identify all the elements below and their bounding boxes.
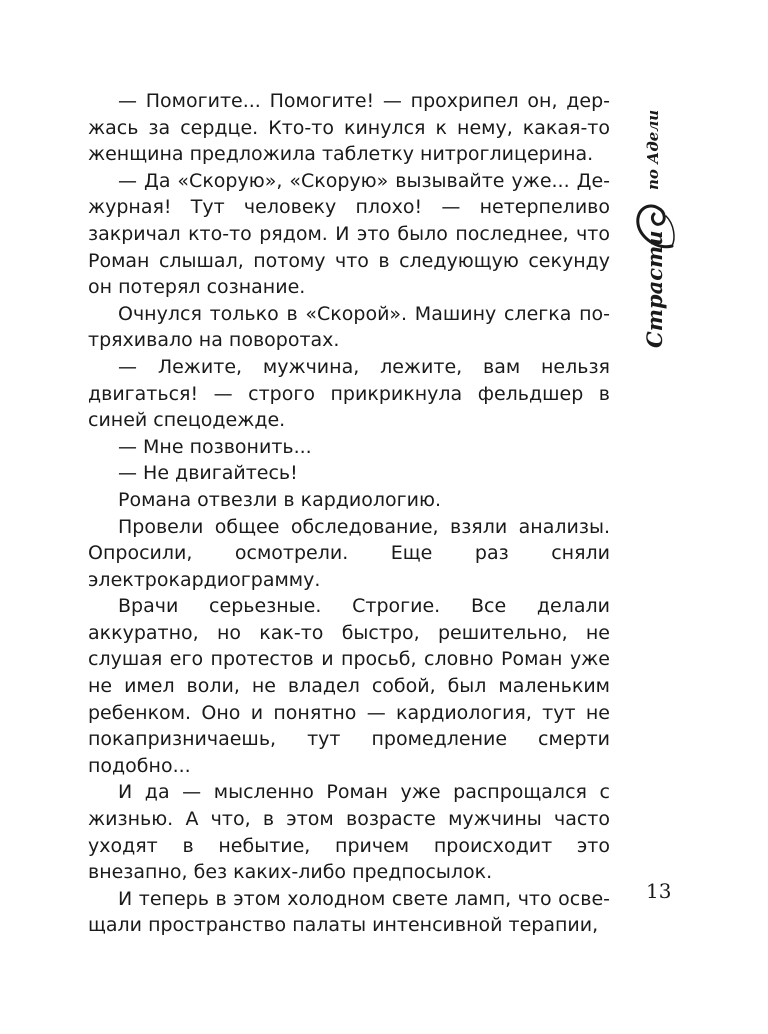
paragraph: — Да «Скорую», «Скорую» вызывайте уже... Дежурная! Тут человеку плохо! — нетерпеливо закричал кто-то рядом. И это было последнее, что Роман слышал, потому что в следующую секунду он потерял сознание. xyxy=(88,169,610,299)
running-head-part2: по Адели xyxy=(644,109,662,190)
paragraph: Провели общее обследование, взяли анализы. Опросили, осмотрели. Еще раз сняли электрокардиограмму. xyxy=(88,515,610,591)
paragraph: Романа отвезли в кардиологию. xyxy=(118,488,442,511)
paragraph: Очнулся только в «Скорой». Машину слегка потряхивало на поворотах. xyxy=(88,302,610,352)
paragraph: Врачи серьезные. Строгие. Все делали аккуратно, но как-то быстро, решительно, не слушая его протестов и просьб, словно Роман уже не имел воли, не владел собой, был маленьким ребенком. Оно и понятно — кардиология, тут не покапризничаешь, тут промедление смерти подобно... xyxy=(88,595,610,777)
paragraph: — Мне позвонить... xyxy=(118,435,312,458)
paragraph: — Помогите... Помогите! — прохрипел он, держась за сердце. Кто-то кинулся к нему, какая-то женщина предложила таблетку нитроглицерина. xyxy=(88,90,610,166)
paragraph: И да — мысленно Роман уже распрощался с жизнью. А что, в этом возрасте мужчины часто уходят в небытие, причем происходит это внезапно, без каких-либо предпосылок. xyxy=(88,781,610,884)
paragraph: — Не двигайтесь! xyxy=(118,462,298,485)
body-text xyxy=(88,88,610,939)
running-head xyxy=(628,98,680,350)
paragraph: И теперь в этом холодном свете ламп, что освещали пространство палаты интенсивной терапии, xyxy=(88,887,610,937)
page-number: 13 xyxy=(646,879,672,903)
paragraph: — Лежите, мужчина, лежите, вам нельзя двигаться! — строго прикрикнула фельдшер в синей спецодежде. xyxy=(88,355,610,432)
running-head-part1: Страсти xyxy=(642,230,667,348)
